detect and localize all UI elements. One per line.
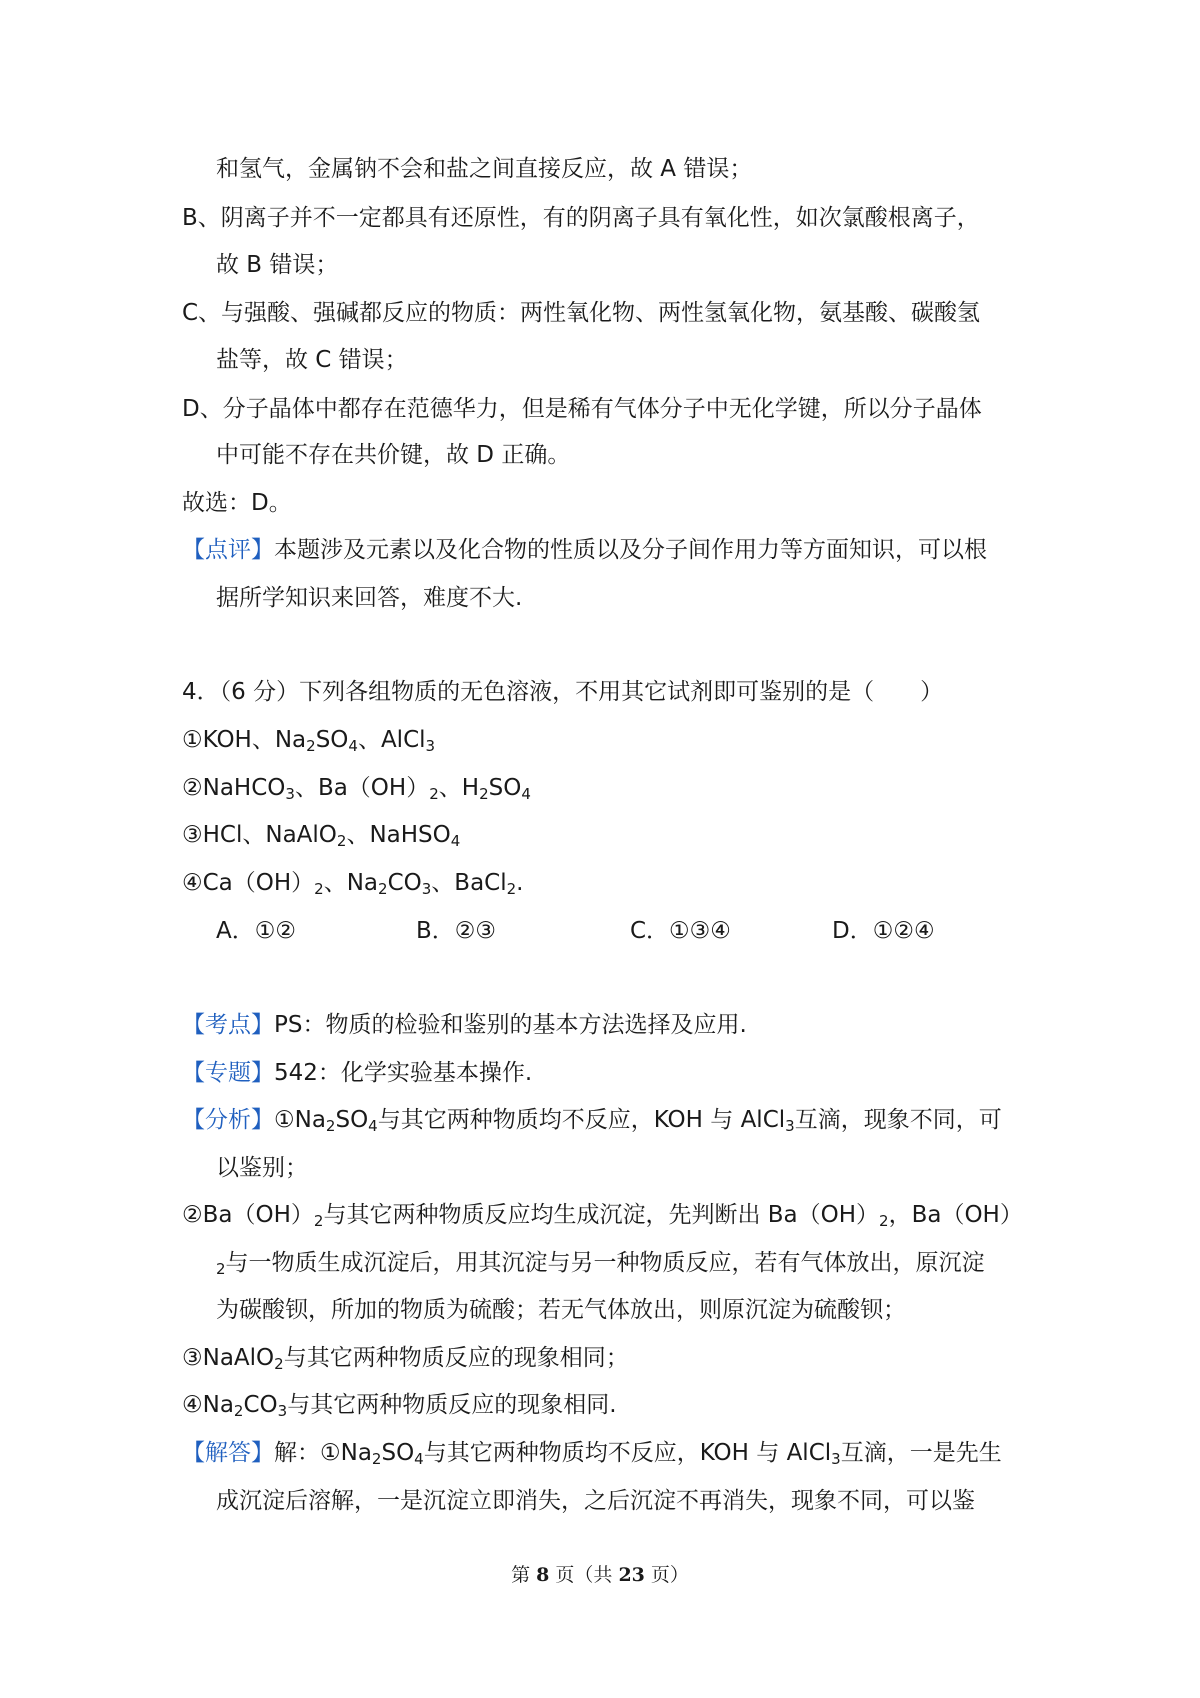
text-line: 盐等，故 C 错误； [216,347,408,373]
fenxi-item-2-cont: $_2$与一物质生成沉淀后，用其沉淀与另一种物质反应，若有气体放出，原沉淀 [216,1250,985,1278]
question-item-1: ①KOH、$Na_2SO_4$、AlCl$_3$ [182,727,436,755]
option-d: D．①②④ [832,918,935,944]
text-line: D、分子晶体中都存在范德华力，但是稀有气体分子中无化学键，所以分子晶体 [182,396,982,422]
fenxi-item-2: $②Ba(OH)_2$与其它两种物质反应均生成沉淀，先判断出 $Ba(OH)_2$，Ba（OH） [182,1202,1023,1230]
review-section [182,535,987,565]
page-total: 23 [618,1564,645,1586]
jieda-section: 【解答】解：$①Na_2SO_4$与其它两种物质均不反应，KOH 与 AlCl$_3$互滴，一是先生 [182,1440,1002,1468]
option-b: B．②③ [416,918,497,944]
option-a: A．①② [216,918,296,944]
text-line: C、与强酸、强碱都反应的物质：两性氧化物、两性氢氧化物，氨基酸、碳酸氢 [182,300,981,326]
answer-options [0,916,1200,946]
fenxi-item-2-cont: 为碳酸钡，所加的物质为硫酸；若无气体放出，则原沉淀为硫酸钡； [216,1297,906,1323]
review-text-cont: 据所学知识来回答，难度不大. [216,585,523,611]
review-text: 本题涉及元素以及化合物的性质以及分子间作用力等方面知识，可以根 [274,537,987,563]
kaodian-section: 【考点】PS：物质的检验和鉴别的基本方法选择及应用. [182,1012,747,1038]
question-stem: 4．（6 分）下列各组物质的无色溶液，不用其它试剂即可鉴别的是（ ） [182,679,944,705]
text-line: B、阴离子并不一定都具有还原性，有的阴离子具有氧化性，如次氯酸根离子， [182,205,980,231]
fenxi-section: 【分析】$①Na_2SO_4$与其它两种物质均不反应，KOH 与 AlCl$_3$互滴，现象不同，可 [182,1107,1002,1135]
page-footer: 第 8 页（共 23 页） [511,1564,689,1586]
question-item-2: ②NaHCO$_3$、$Ba(OH)_2$、$H_2SO_4$ [182,775,531,803]
jieda-tag: 【解答】 [182,1440,274,1466]
review-tag: 【点评】 [182,537,274,563]
zhuanti-tag: 【专题】 [182,1060,274,1086]
fenxi-text-cont: 以鉴别； [216,1155,308,1181]
option-c: C．①③④ [630,918,731,944]
jieda-text-cont: 成沉淀后溶解，一是沉淀立即消失，之后沉淀不再消失，现象不同，可以鉴 [216,1488,975,1514]
kaodian-tag: 【考点】 [182,1012,274,1038]
fenxi-item-4: $④Na_2CO_3$与其它两种物质反应的现象相同. [182,1392,617,1420]
text-line: 和氢气，金属钠不会和盐之间直接反应，故 A 错误； [216,156,753,182]
question-item-4: $④Ca(OH)_2$、$Na_2CO_3$、BaCl$_2$. [182,870,524,898]
text-line: 故选：D。 [182,490,292,516]
zhuanti-section: 【专题】542：化学实验基本操作. [182,1060,533,1086]
page-number: 8 [536,1564,550,1586]
question-item-3: ③HCl、NaAlO$_2$、NaHSO$_4$ [182,822,461,850]
fenxi-tag: 【分析】 [182,1107,274,1133]
text-line: 故 B 错误； [216,252,339,278]
text-line: 中可能不存在共价键，故 D 正确。 [216,442,571,468]
fenxi-item-3: ③NaAlO$_2$与其它两种物质反应的现象相同； [182,1345,629,1373]
